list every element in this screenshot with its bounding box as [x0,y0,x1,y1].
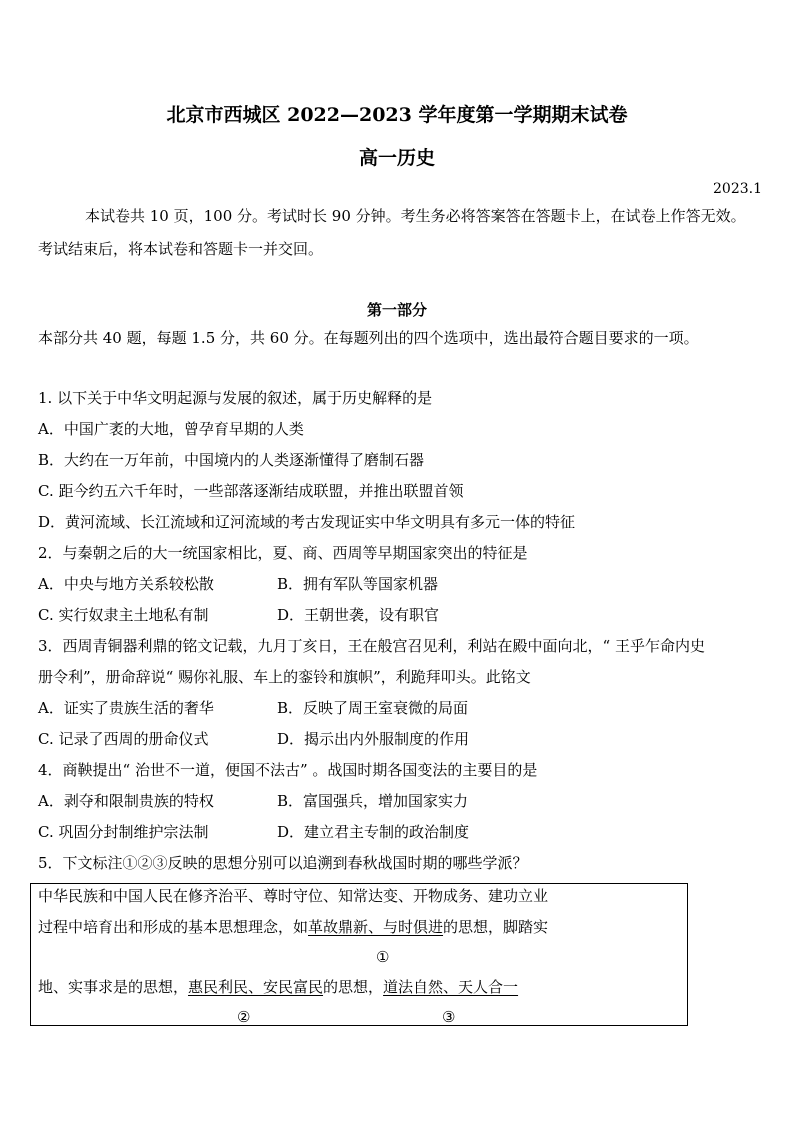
q2-option-a: A．中央与地方关系较松散 [38,575,214,593]
exam-title: 北京市西城区 2022—2023 学年度第一学期期末试卷 [166,104,628,126]
part-heading: 第一部分 [366,301,427,319]
q1-option-d: D．黄河流域、长江流域和辽河流域的考古发现证实中华文明具有多元一体的特征 [38,513,576,531]
intro-line-1: 本试卷共 10 页，100 分。考试时长 90 分钟。考生务必将答案答在答题卡上，在试卷上作答无效。 [85,207,746,225]
q3-option-c: C. 记录了西周的册命仪式 [38,730,209,748]
q3-stem-line-1: 3．西周青铜器利鼎的铭文记载，九月丁亥日，王在般宫召见利，利站在殿中面向北，“ 王乎乍命内史 [38,637,705,655]
q2-option-c: C. 实行奴隶主土地私有制 [38,606,209,624]
q4-option-b: B．富国强兵，增加国家实力 [277,792,469,810]
q4-option-c: C. 巩固分封制维护宗法制 [38,823,209,841]
q1-option-b: B．大约在一万年前，中国境内的人类逐渐懂得了磨制石器 [38,451,425,469]
q3-stem-line-2: 册令利”，册命辞说“ 赐你礼服、车上的銮铃和旗帜”，利跪拜叩头。此铭文 [38,668,531,686]
q5-quote-line-1: 中华民族和中国人民在修齐治平、尊时守位、知常达变、开物成务、建功立业 [38,887,549,905]
q5-quote-line-2 [38,918,548,936]
q5-mark-2: ② [237,1008,251,1026]
q5-mark-1: ① [376,948,390,966]
part-instructions: 本部分共 40 题，每题 1.5 分，共 60 分。在每题列出的四个选项中，选出最符合题目要求的一项。 [38,329,699,347]
q5-quote-line-2-post: 的思想，脚踏实 [443,918,549,936]
q3-option-b: B．反映了周王室衰微的局面 [277,699,469,717]
q4-stem: 4．商鞅提出“ 治世不一道，便国不法古” 。战国时期各国变法的主要目的是 [38,761,538,779]
q1-option-c: C. 距今约五六千年时，一些部落逐渐结成联盟，并推出联盟首领 [38,482,464,500]
q4-option-a: A．剥夺和限制贵族的特权 [38,792,214,810]
q5-underline-2: 惠民利民、安民富民 [188,978,324,996]
q1-stem: 1. 以下关于中华文明起源与发展的叙述，属于历史解释的是 [38,389,433,407]
q4-option-d: D．建立君主专制的政治制度 [277,823,470,841]
subject-title: 高一历史 [358,147,435,169]
q5-quote-line-3 [38,978,518,996]
q1-option-a: A．中国广袤的大地，曾孕育早期的人类 [38,420,304,438]
q2-option-b: B．拥有军队等国家机器 [277,575,439,593]
q5-quote-line-3-pre: 地、实事求是的思想， [38,978,189,996]
intro-line-2: 考试结束后，将本试卷和答题卡一并交回。 [38,240,324,258]
q2-option-d: D．王朝世袭，设有职官 [277,606,440,624]
q5-mark-3: ③ [442,1008,456,1026]
q5-stem: 5．下文标注①②③反映的思想分别可以追溯到春秋战国时期的哪些学派？ [38,854,528,872]
q2-stem: 2．与秦朝之后的大一统国家相比，夏、商、西周等早期国家突出的特征是 [38,544,528,562]
q5-underline-1: 革故鼎新、与时俱进 [308,918,444,936]
q3-option-d: D．揭示出内外服制度的作用 [277,730,470,748]
q5-underline-3: 道法自然、天人合一 [383,978,519,996]
exam-date: 2023.1 [713,181,762,197]
q3-option-a: A．证实了贵族生活的奢华 [38,699,214,717]
q5-quote-line-2-pre: 过程中培育出和形成的基本思想理念，如 [38,918,309,936]
q5-quote-line-3-mid: 的思想， [323,978,384,996]
